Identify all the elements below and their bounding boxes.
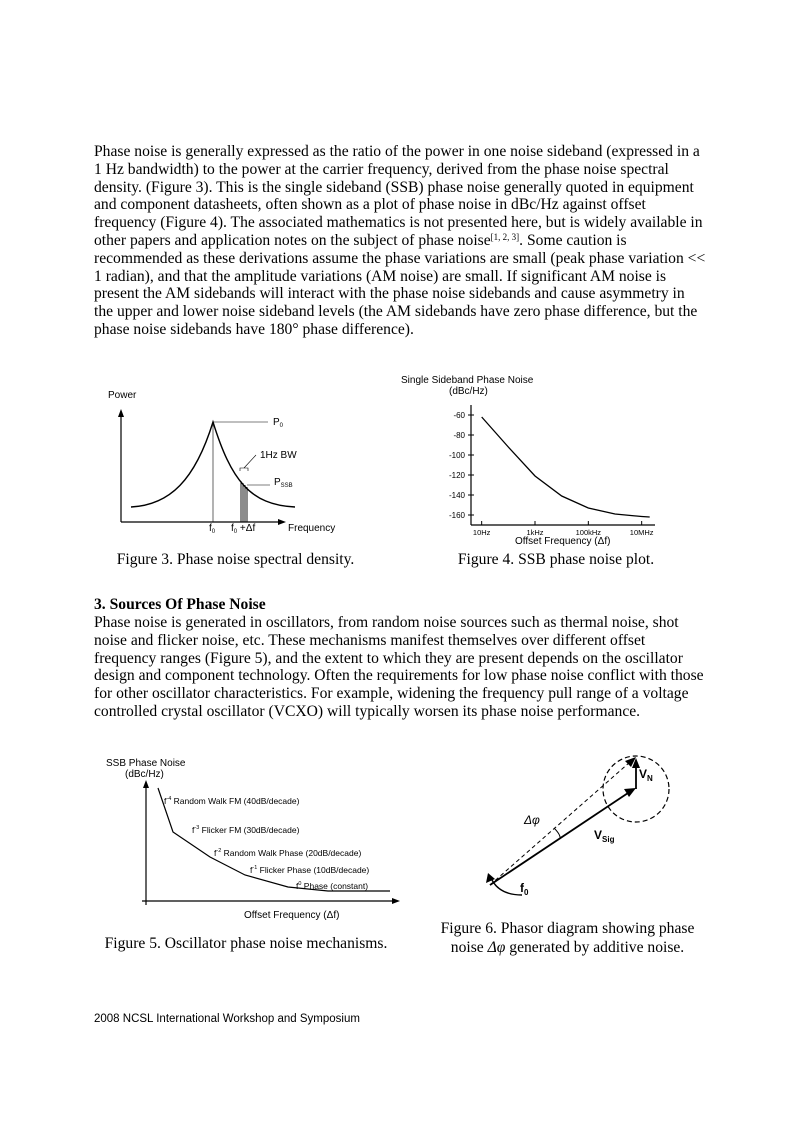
fig5-x-arrow (392, 898, 400, 904)
fig5-label-phase-constant: $f^0$ Phase (constant) (296, 881, 369, 891)
figure4-caption: Figure 4. SSB phase noise plot. (457, 551, 655, 568)
fig6-f0-label: $f_0$ (520, 881, 529, 897)
fig4-y-tick-label: -140 (448, 491, 465, 500)
figure6-caption: Figure 6. Phasor diagram showing phase noise Δφ generated by additive noise. (440, 920, 695, 956)
fig4-y-tick-label: -160 (448, 511, 465, 520)
fig4-y-tick-label: -100 (448, 451, 465, 460)
figure5-caption: Figure 5. Oscillator phase noise mechanisms. (104, 935, 388, 952)
intro-paragraph: Phase noise is generally expressed as the ratio of the power in one noise sideband (expressed in a 1 Hz bandwidth) to the power at the carrier frequency, derived from the phase noise spectral density. (Figure 3). This is the single sideband (SSB) phase noise generally quoted in equipment and component datasheets, often shown as a plot of phase noise in dBc/Hz against offset frequency (Figure 4). The associated mathematics is not presented here, but is widely available in other papers and application notes on the subject of phase noise[1, 2, 3]. Some caution is recommended as these derivations assume the phase variations are small (peak phase variation << 1 radian), and that the amplitude variations (AM noise) are small. If significant AM noise is present the AM sidebands will interact with the phase noise sidebands and cause asymmetry in the upper and lower noise sideband levels (the AM sidebands have zero phase difference, but the phase noise sidebands have 180° phase difference). (94, 143, 706, 338)
fig6-signal-arrow (624, 788, 636, 797)
fig6-rotation-arc (492, 880, 522, 895)
fig3-ylabel: Power (108, 390, 137, 401)
fig6-vn-label: $V_N$ (639, 767, 653, 783)
fig3-x-arrow (278, 519, 286, 525)
fig6-dphi-label: Δφ (524, 813, 540, 827)
fig3-xlabel: Frequency (288, 523, 336, 534)
fig3-bw-leader (244, 455, 256, 468)
section3-paragraph: Phase noise is generated in oscillators, from random noise sources such as thermal noise, shot noise and flicker noise, etc. These mechanisms manifest themselves over different offset frequency ranges (Figure 5), and the extent to which they are present depends on the oscillator design and component technology. Often the requirements for low phase noise conflict with those for other oscillator characteristics. For example, widening the frequency pull range of a voltage controlled crystal oscillator (VCXO) will typically worsen its phase noise performance. (94, 614, 704, 720)
figure4-ssb-plot (395, 370, 665, 550)
fig4-x-ticks (473, 521, 654, 537)
fig4-y-tick-label: -80 (453, 431, 465, 440)
fig3-pssb-label: $P_{SSB}$ (274, 477, 293, 489)
fig4-xlabel: Offset Frequency (Δf) (515, 536, 611, 547)
fig5-label-flicker-phase: $f^{-1}$ Flicker Phase (10dB/decade) (250, 865, 370, 875)
fig4-x-tick-label: 10MHz (629, 528, 654, 537)
fig5-label-random-walk-phase: $f^{-2}$ Random Walk Phase (20dB/decade) (214, 848, 362, 858)
section3-heading: 3. Sources Of Phase Noise (94, 596, 266, 613)
fig5-y-arrow (143, 780, 149, 788)
fig4-axes (471, 405, 655, 525)
fig4-x-tick-label: 1kHz (526, 528, 544, 537)
page-footer: 2008 NCSL International Workshop and Symposium (94, 1013, 360, 1025)
fig4-series-line (482, 417, 650, 517)
fig4-y-tick-label: -120 (448, 471, 465, 480)
citation-refs: [1, 2, 3] (490, 231, 520, 242)
fig5-label-random-walk-fm: $f^{-4}$ Random Walk FM (40dB/decade) (164, 796, 300, 806)
fig4-y-ticks (449, 411, 474, 520)
fig3-bw-label: 1Hz BW (260, 450, 297, 461)
figure3-caption: Figure 3. Phase noise spectral density. (116, 551, 355, 568)
fig5-ylabel: SSB Phase Noise (106, 758, 186, 769)
fig5-ylabel-unit: (dBc/Hz) (125, 769, 164, 780)
fig4-title-unit: (dBc/Hz) (449, 386, 488, 397)
fig6-resultant-vector (490, 762, 630, 885)
figure5-mechanisms (100, 755, 400, 925)
fig4-x-tick-label: 10Hz (472, 528, 491, 537)
fig3-f0df-label: $f_0 +\Delta f$ (231, 523, 256, 535)
fig4-x-tick-label: 100kHz (575, 528, 602, 537)
fig3-p0-label: $P_0$ (273, 417, 284, 429)
figure3-spectral-density (100, 385, 350, 540)
fig4-title: Single Sideband Phase Noise (401, 375, 534, 386)
fig3-bw-bracket (240, 468, 248, 471)
fig5-xlabel: Offset Frequency (Δf) (244, 910, 340, 921)
fig3-y-arrow (118, 409, 124, 417)
fig5-label-flicker-fm: $f^{-3}$ Flicker FM (30dB/decade) (192, 825, 300, 835)
fig3-f0-label: $f_0$ (209, 523, 216, 535)
fig6-vsig-label: $V_{Sig}$ (594, 828, 615, 844)
fig6-angle-arc (554, 828, 560, 839)
figure6-phasor (470, 745, 700, 910)
fig4-y-tick-label: -60 (453, 411, 465, 420)
